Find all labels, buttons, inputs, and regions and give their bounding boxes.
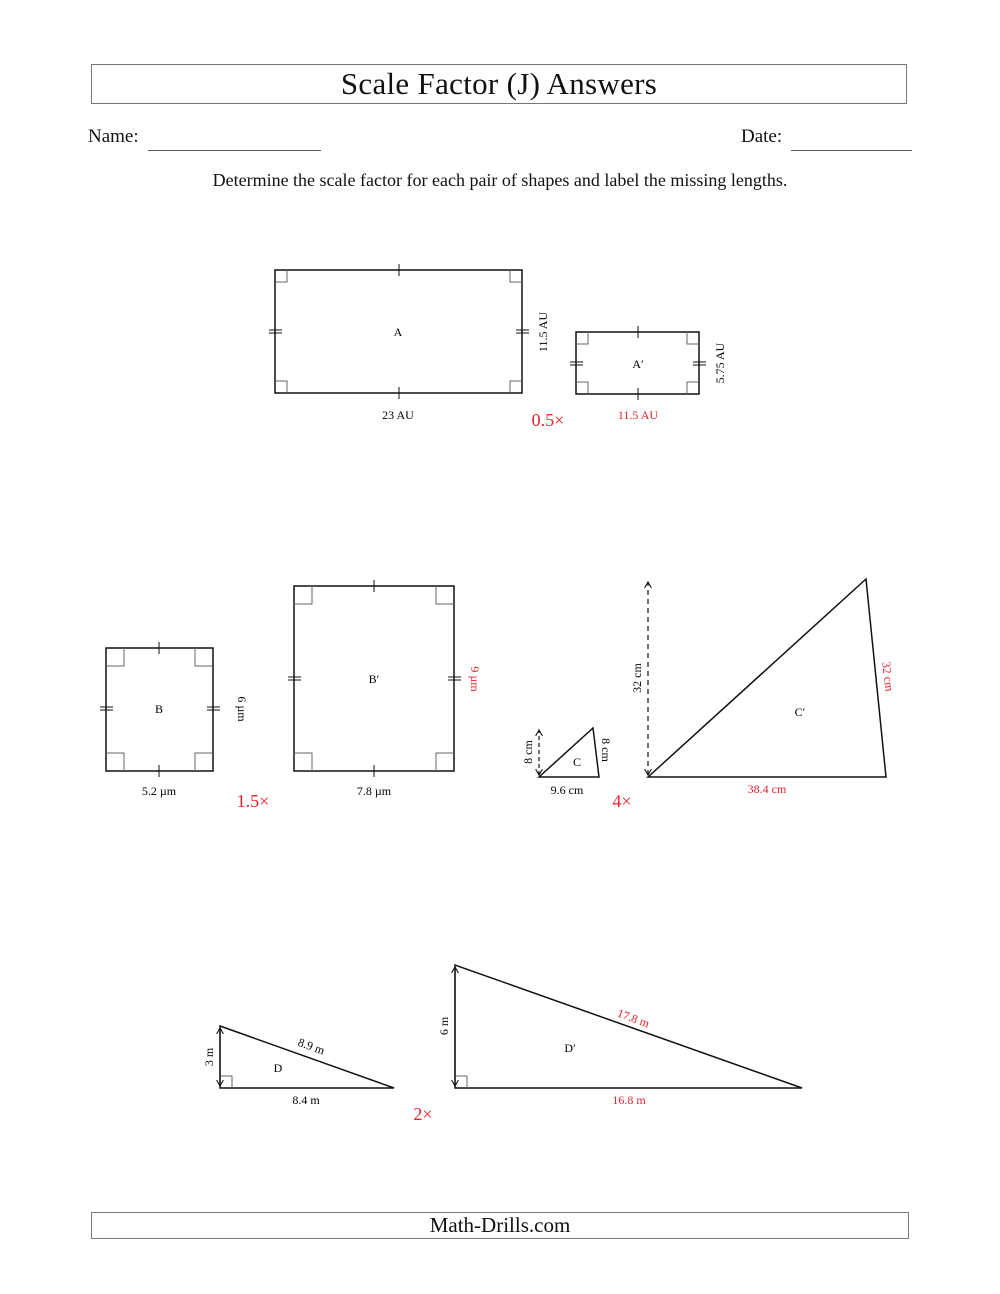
width-label-b: 5.2 µm [141,784,177,798]
width-label-a: 23 AU [382,408,414,422]
scale-factor-a: 0.5× [531,410,565,430]
hyp-label-d: 8.9 m [296,1034,327,1058]
prime-hyp-label-d: 17.8 m [615,1005,652,1031]
shape-c [521,728,613,797]
date-label: Date: [741,126,783,147]
shape-label-d: D [273,1061,283,1075]
shape-label-b-prime: B′ [368,672,380,686]
shape-label-b: B [154,702,164,716]
height-label-d: 3 m [202,1047,216,1067]
scale-factor-b: 1.5× [236,791,270,811]
prime-height-label-a: 5.75 AU [713,342,727,384]
height-label-b: 6 µm [235,696,249,722]
footer-site: Math-Drills.com [429,1213,571,1237]
page-title: Scale Factor (J) Answers [340,66,658,101]
shape-c-prime [630,579,897,796]
shape-b [100,642,249,798]
base-label-c: 9.6 cm [550,783,584,797]
shape-a [269,264,550,422]
shape-label-d-prime: D′ [564,1041,576,1055]
prime-height-label-c: 32 cm [630,663,644,693]
prime-side-label-c: 32 cm [879,660,897,693]
shape-label-c-prime: C′ [794,705,806,719]
height-label-c: 8 cm [521,740,535,764]
scale-factor-c: 4× [612,791,632,811]
base-label-d: 8.4 m [292,1093,320,1107]
shape-d-prime [437,965,802,1107]
prime-width-label-b: 7.8 µm [356,784,392,798]
prime-width-label-a: 11.5 AU [617,408,659,422]
shape-label-a-prime: A′ [632,357,644,371]
side-label-c: 8 cm [599,738,613,762]
shape-label-a: A [393,325,403,339]
prime-height-label-d: 6 m [437,1016,451,1036]
prime-base-label-c: 38.4 cm [747,782,787,796]
name-label: Name: [88,126,139,147]
shape-label-c: C [572,755,582,769]
footer-box [91,1212,909,1239]
height-label-a: 11.5 AU [536,311,550,353]
instructions: Determine the scale factor for each pair of shapes and label the missing lengths. [212,170,788,190]
prime-height-label-b: 9 µm [468,666,482,692]
shape-b-prime [288,580,482,798]
shape-d [202,1026,394,1107]
shape-a-prime [570,326,727,422]
scale-factor-d: 2× [413,1104,433,1124]
prime-base-label-d: 16.8 m [612,1093,646,1107]
